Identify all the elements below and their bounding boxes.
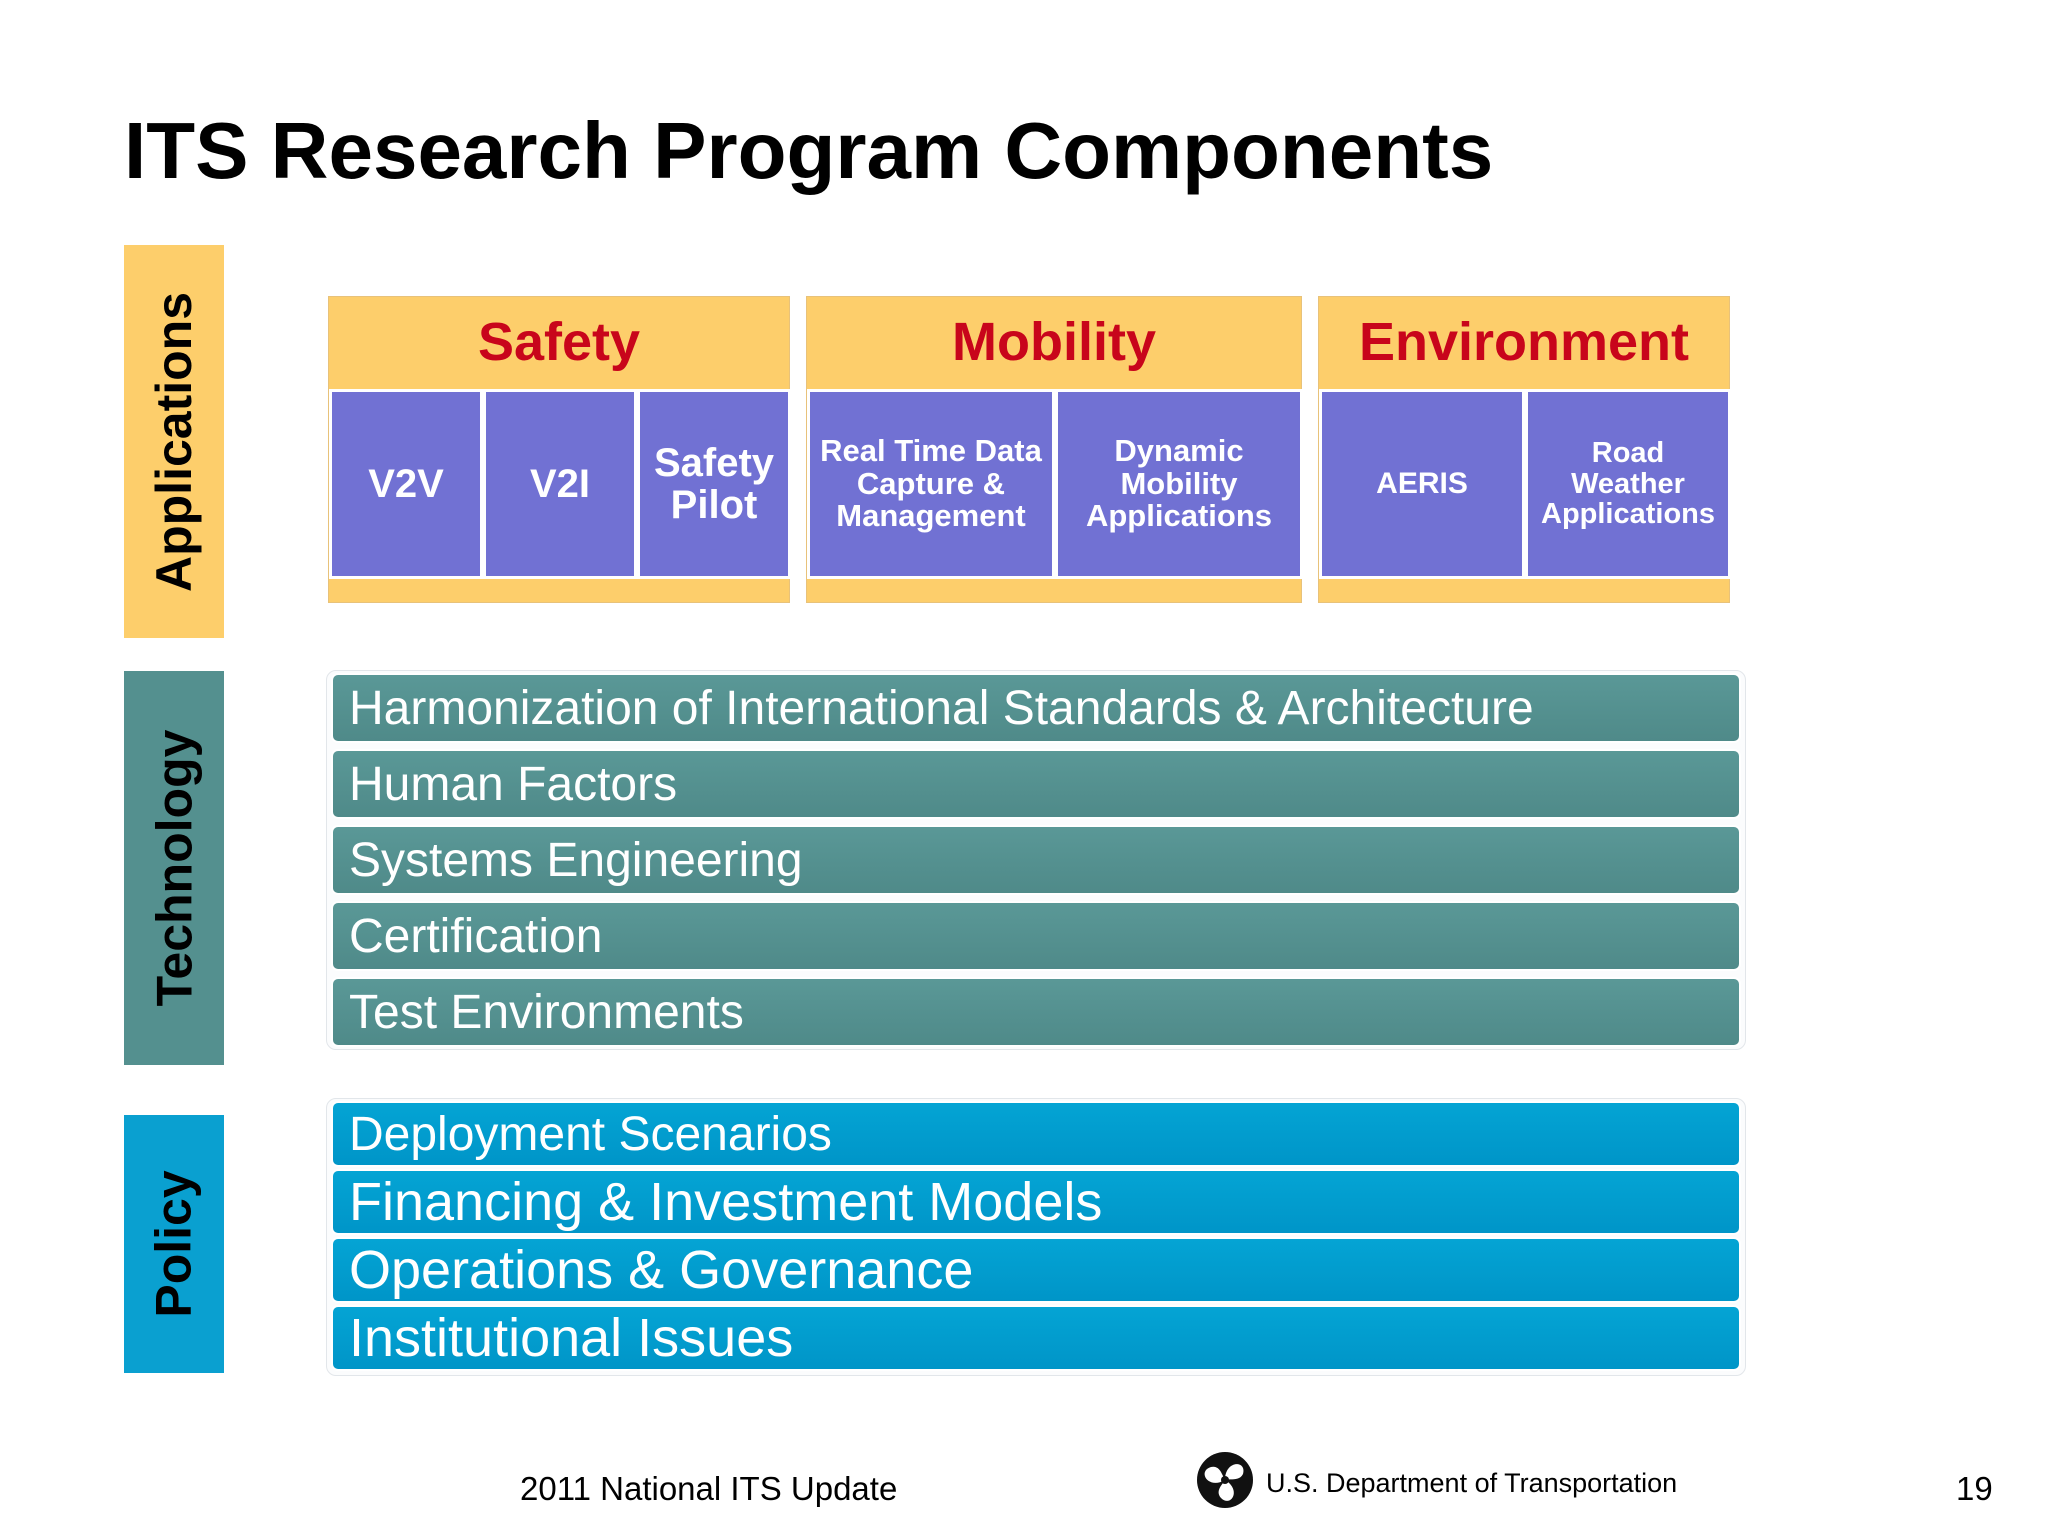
technology-panel <box>326 670 1746 1050</box>
usdot-triskelion-icon <box>1195 1450 1255 1510</box>
section-label-text: Technology <box>146 729 203 1007</box>
mobility-heading: Mobility <box>952 312 1156 372</box>
section-label-text: Policy <box>146 1170 203 1318</box>
section-label-applications <box>124 245 224 638</box>
environment-heading: Environment <box>1358 312 1690 372</box>
page-number: 19 <box>1956 1470 1993 1507</box>
technology-bar: Certification <box>331 901 1741 971</box>
app-cell-road-weather: Road Weather Applications <box>1525 389 1731 579</box>
app-cell-aeris: AERIS <box>1319 389 1525 579</box>
slide-title: ITS Research Program Components <box>124 106 1494 195</box>
technology-bar: Systems Engineering <box>331 825 1741 895</box>
policy-bar: Operations & Governance <box>331 1237 1741 1303</box>
technology-bar: Test Environments <box>331 977 1741 1047</box>
safety-heading: Safety <box>477 312 641 372</box>
footer-department: U.S. Department of Transportation <box>1266 1468 1678 1498</box>
footer-event: 2011 National ITS Update <box>520 1470 898 1507</box>
policy-bar: Institutional Issues <box>331 1305 1741 1371</box>
section-label-technology <box>124 671 224 1065</box>
policy-bar: Deployment Scenarios <box>331 1101 1741 1167</box>
technology-bar: Harmonization of International Standards & Architecture <box>331 673 1741 743</box>
environment-group <box>1318 296 1730 603</box>
technology-bar: Human Factors <box>331 749 1741 819</box>
policy-panel <box>326 1098 1746 1376</box>
section-label-policy <box>124 1115 224 1373</box>
app-cell-safety-pilot: Safety Pilot <box>637 389 791 579</box>
policy-bar: Financing & Investment Models <box>331 1169 1741 1235</box>
app-cell-v2v: V2V <box>329 389 483 579</box>
mobility-group <box>806 296 1302 603</box>
section-label-text: Applications <box>146 291 202 592</box>
app-cell-v2i: V2I <box>483 389 637 579</box>
app-cell-dynamic-mobility: Dynamic Mobility Applications <box>1055 389 1303 579</box>
app-cell-real-time-data: Real Time Data Capture & Management <box>807 389 1055 579</box>
safety-group <box>328 296 790 603</box>
